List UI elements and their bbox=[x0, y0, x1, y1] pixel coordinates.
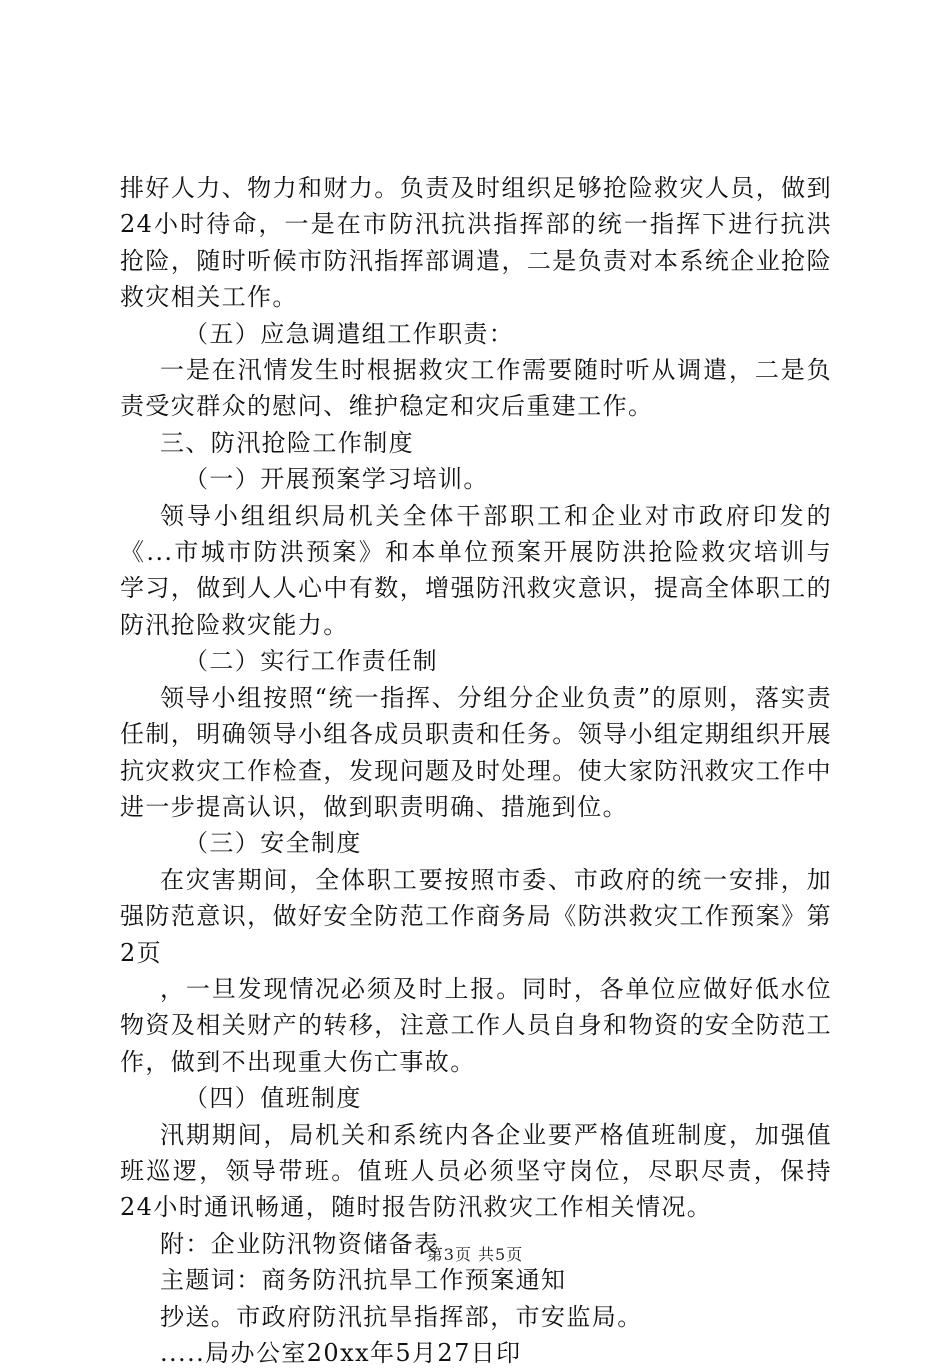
paragraph: 排好人力、物力和财力。负责及时组织足够抢险救灾人员，做到24小时待命，一是在市防汛抗洪指挥部的统一指挥下进行抗洪抢险，随时听候市防汛指挥部调遣，二是负责对本系统企业抢险救灾相关工作。 bbox=[120, 174, 832, 312]
cc-line: 抄送。市政府防汛抗旱指挥部，市安监局。 bbox=[160, 1302, 643, 1331]
section-heading: （三）安全制度 bbox=[184, 829, 362, 858]
section-heading: 三、防汛抢险工作制度 bbox=[160, 428, 414, 457]
paragraph: 领导小组按照“统一指挥、分组分企业负责”的原则，落实责任制，明确领导小组各成员职责和任务。领导小组定期组织开展抗灾救灾工作检查，发现问题及时处理。使大家防汛救灾工作中进一步提高认识，做到职责明确、措施到位。 bbox=[120, 683, 832, 821]
paragraph: ，一旦发现情况必须及时上报。同时，各单位应做好低水位物资及相关财产的转移，注意工作人员自身和物资的安全防范工作，做到不出现重大伤亡事故。 bbox=[120, 974, 832, 1076]
section-heading: （二）实行工作责任制 bbox=[184, 647, 438, 676]
page-number-footer: 第3页 共5页 bbox=[426, 1245, 524, 1264]
issue-line: .....局办公室20xx年5月27日印 bbox=[160, 1339, 522, 1367]
paragraph: 领导小组组织局机关全体干部职工和企业对市政府印发的《...市城市防洪预案》和本单位预案开展防洪抢险救灾培训与学习，做到人人心中有数，增强防汛救灾意识，提高全体职工的防汛抢险救灾能力。 bbox=[120, 501, 832, 639]
subject-line: 主题词：商务防汛抗旱工作预案通知 bbox=[160, 1266, 567, 1295]
attachment-line: 附：企业防汛物资储备表 bbox=[160, 1229, 440, 1258]
paragraph: 在灾害期间，全体职工要按照市委、市政府的统一安排，加强防范意识，做好安全防范工作商务局《防洪救灾工作预案》第2页 bbox=[120, 865, 832, 967]
section-heading: （四）值班制度 bbox=[184, 1084, 362, 1113]
paragraph: 一是在汛情发生时根据救灾工作需要随时听从调遣，二是负责受灾群众的慰问、维护稳定和灾后重建工作。 bbox=[120, 356, 832, 421]
section-heading: （一）开展预案学习培训。 bbox=[184, 465, 489, 494]
document-body bbox=[120, 170, 832, 1371]
paragraph: 汛期期间，局机关和系统内各企业要严格值班制度，加强值班巡逻，领导带班。值班人员必须坚守岗位，尽职尽责，保持24小时通讯畅通，随时报告防汛救灾工作相关情况。 bbox=[120, 1120, 832, 1222]
section-heading: （五）应急调遣组工作职责： bbox=[184, 319, 515, 348]
